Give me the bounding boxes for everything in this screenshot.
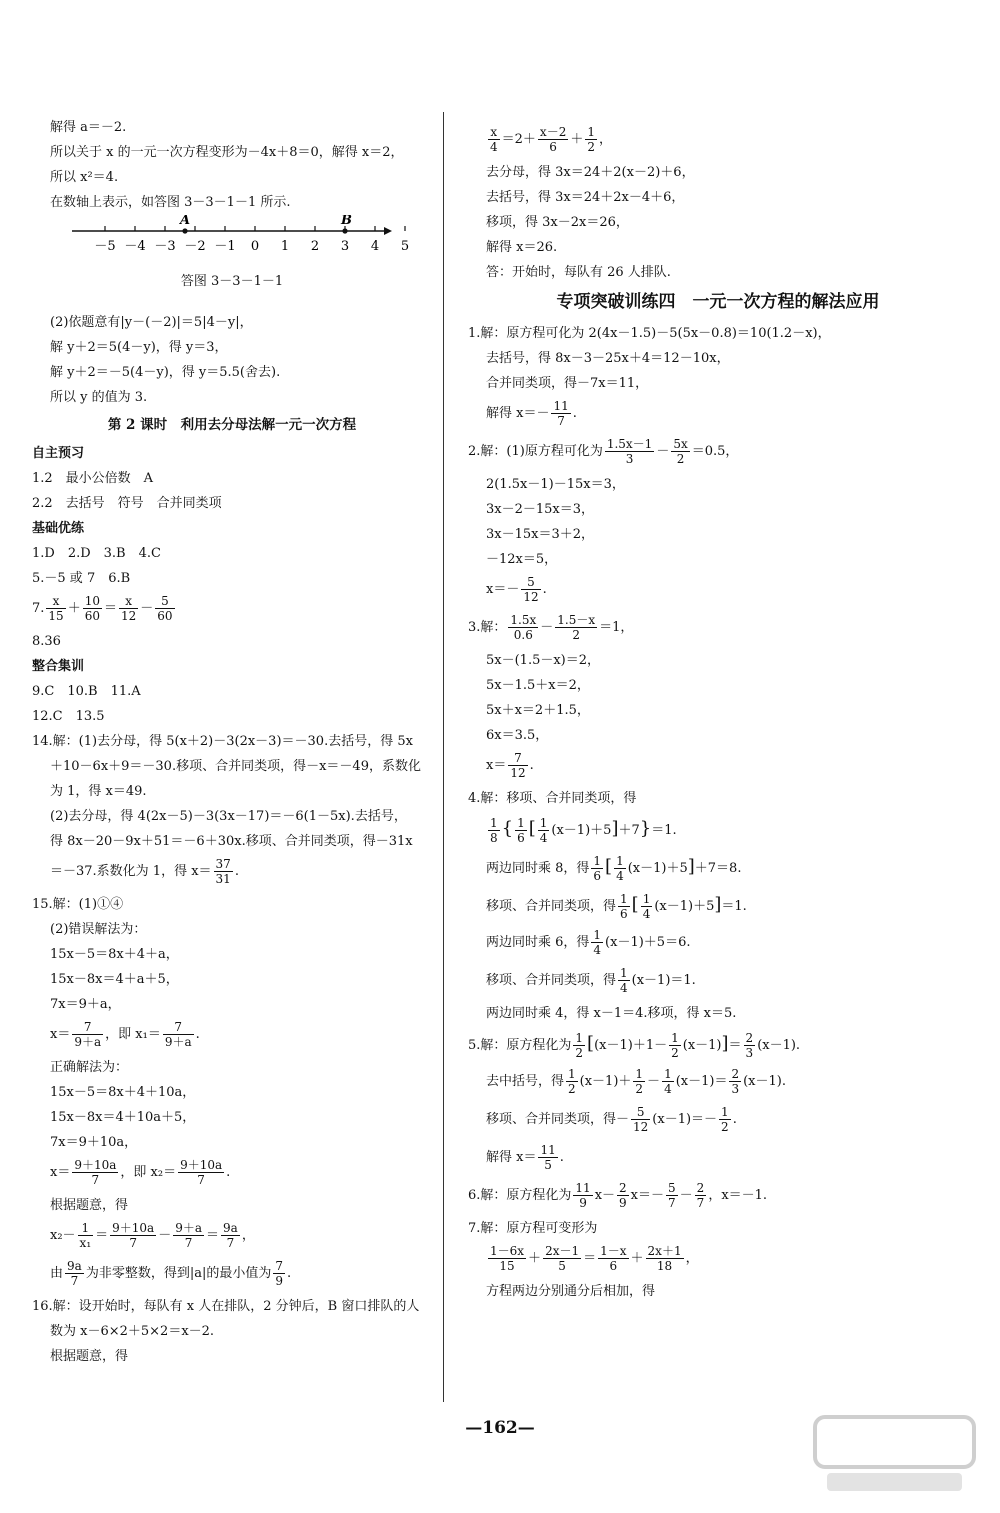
solution-line: 15.解：(1)①④ [32, 897, 124, 912]
solution-line: $\frac{x}{4}$ ＝2＋ $\frac{x-2}{6}$ ＋ $\frac{1}{2}$ ， [490, 125, 612, 154]
solution-line: 15x－8x＝4＋a＋5， [50, 972, 179, 987]
solution-line: 2(1.5x－1)－15x＝3， [486, 477, 625, 492]
axis-tick-label: －2 [184, 239, 206, 254]
text-line: 解 y＋2＝－5(4－y)，得 y＝5.5(舍去). [50, 365, 281, 380]
solution-line: 7.解：原方程可变形为 [468, 1221, 598, 1236]
solution-line: 5.解：原方程化为 $\frac{1}{2}$ [(x－1)＋1－ $\frac{1}{2}$ (x－1)]＝ $\frac{2}{3}$ (x－1). [468, 1031, 801, 1060]
axis-tick-label: －4 [124, 239, 146, 254]
lesson-title: 第 2 课时 利用去分母法解一元一次方程 [107, 417, 357, 433]
solution-line: 16.解：设开始时，每队有 x 人在排队，2 分钟后，B 窗口排队的人 [32, 1299, 420, 1314]
solution-line: 15x－8x＝4＋10a＋5， [50, 1110, 196, 1125]
solution-line: 合并同类项，得－7x＝11， [486, 376, 649, 391]
solution-line: 3.解： $\frac{1.5x}{0.6}$ － $\frac{1.5-x}{2}$ ＝1， [468, 613, 634, 642]
solution-line: $\frac{1-6x}{15}$ ＋ $\frac{2x-1}{5}$ ＝ $\frac{1-x}{6}$ ＋ $\frac{2x+1}{18}$ ， [490, 1244, 699, 1273]
solution-line: 解得 x＝26. [486, 240, 558, 255]
solution-line: 3x－15x＝3＋2， [486, 527, 595, 542]
figure-caption: 答图 3－3－1－1 [180, 274, 284, 289]
axis-tick-label: －5 [94, 239, 116, 254]
point-b-label: B [341, 215, 352, 228]
solution-line: －12x＝5， [486, 552, 558, 567]
axis-tick-label: －1 [214, 239, 236, 254]
solution-line: 移项、合并同类项，得 $\frac{1}{4}$ (x－1)＝1. [486, 966, 696, 995]
solution-line: 两边同时乘 4，得 x－1＝4.移项，得 x＝5. [486, 1006, 737, 1021]
point-a-dot [182, 228, 187, 233]
solution-line: 5x－1.5＋x＝2， [486, 678, 590, 693]
axis-tick-label: 5 [400, 239, 410, 254]
solution-line: 根据题意，得 [50, 1198, 129, 1213]
solution-line: 3x－2－15x＝3， [486, 502, 595, 517]
point-a-label: A [180, 215, 191, 228]
solution-line: ＋10－6x＋9＝－30.移项、合并同类项，得－x＝－49，系数化 [50, 759, 421, 774]
section-heading: 基础优练 [32, 521, 85, 536]
text-line: 所以 y 的值为 3. [50, 390, 148, 405]
axis-ticks [94, 226, 409, 254]
text-line: (2)依题意有|y－(－2)|＝5|4－y|， [50, 315, 253, 330]
answer-line: 1.2 最小公倍数 A [32, 471, 154, 486]
solution-line: 7x＝9＋10a， [50, 1135, 138, 1150]
solution-line: 解得 x＝ $\frac{11}{5}$ . [486, 1143, 564, 1172]
solution-line: 为 1，得 x＝49. [50, 784, 147, 799]
solution-line: 移项、合并同类项，得 $\frac{1}{6}$ [ $\frac{1}{4}$ (x－1)＋5]＝1. [486, 892, 747, 921]
axis-tick-label: 2 [310, 239, 320, 254]
solution-line: 7x＝9＋a， [50, 997, 121, 1012]
answer-line: 5.－5 或 7 6.B [32, 571, 131, 586]
solution-line: ＝－37.系数化为 1，得 x＝ $\frac{37}{31}$ . [50, 857, 239, 886]
axis-tick-label: －3 [154, 239, 176, 254]
solution-line: 5x－(1.5－x)＝2， [486, 653, 601, 668]
solution-line: 去括号，得 3x＝24＋2x－4＋6， [486, 190, 685, 205]
solution-line: 2.解：(1)原方程可化为 $\frac{1.5x-1}{3}$ － $\frac{5x}{2}$ ＝0.5， [468, 437, 739, 466]
solution-line: 15x－5＝8x＋4＋10a， [50, 1085, 196, 1100]
solution-line: 方程两边分别通分后相加，得 [486, 1284, 656, 1299]
solution-line: x₂－ $\frac{1}{\text{x₁}}$ ＝ $\frac{9+10a}{7}$ － $\frac{9+a}{7}$ ＝ $\frac{9a}{7}$ ， [50, 1221, 255, 1250]
solution-line: 由 $\frac{9a}{7}$ 为非零整数，得到|a|的最小值为 $\frac{7}{9}$ . [50, 1259, 292, 1288]
solution-line: x＝－ $\frac{5}{12}$ . [486, 575, 547, 604]
section-title: 专项突破训练四 一元一次方程的解法应用 [556, 292, 880, 312]
solution-line: 去括号，得 8x－3－25x＋4＝12－10x， [486, 351, 730, 366]
section-heading: 整合集训 [32, 659, 85, 674]
solution-line: 6x＝3.5， [486, 728, 549, 743]
solution-line: 得 8x－20－9x＋51＝－6＋30x.移项、合并同类项，得－31x [50, 834, 413, 849]
text-line: 所以关于 x 的一元一次方程变形为－4x＋8＝0，解得 x＝2， [50, 145, 404, 160]
axis-tick-label: 4 [370, 239, 380, 254]
solution-line: 解得 x＝－ $\frac{11}{7}$ . [486, 399, 577, 428]
watermark-logo-icon [807, 1409, 982, 1499]
solution-line: 移项、合并同类项，得－ $\frac{5}{12}$ (x－1)＝－ $\frac{1}{2}$ . [486, 1105, 737, 1134]
solution-line: (2)错误解法为： [50, 922, 147, 937]
answer-line: 9.C 10.B 11.A [32, 684, 141, 699]
solution-line: 14.解：(1)去分母，得 5(x＋2)－3(2x－3)＝－30.去括号，得 5x [32, 734, 413, 749]
solution-line: 4.解：移项、合并同类项，得 [468, 791, 637, 806]
solution-line: 去中括号，得 $\frac{1}{2}$ (x－1)＋ $\frac{1}{2}$ － $\frac{1}{4}$ (x－1)＝ $\frac{2}{3}$ (x－1). [486, 1067, 786, 1096]
answer-line: 2.2 去括号 符号 合并同类项 [32, 496, 222, 511]
solution-line: 两边同时乘 6，得 $\frac{1}{4}$ (x－1)＋5＝6. [486, 928, 691, 957]
solution-line: x＝ $\frac{9+10a}{7}$ ，即 x₂＝ $\frac{9+10a}{7}$ . [50, 1158, 231, 1187]
point-b-dot [342, 228, 347, 233]
solution-line: 1.解：原方程可化为 2(4x－1.5)－5(5x－0.8)＝10(1.2－x)， [468, 326, 831, 341]
solution-line: 6.解：原方程化为 $\frac{11}{9}$ x－ $\frac{2}{9}$ x＝－ $\frac{5}{7}$ － $\frac{2}{7}$ ，x＝－1. [468, 1181, 768, 1210]
column-divider [443, 112, 444, 1402]
text-line: 解 y＋2＝5(4－y)，得 y＝3， [50, 340, 228, 355]
answer-line: 1.D 2.D 3.B 4.C [32, 546, 161, 561]
page-number: —162— [465, 1418, 535, 1438]
axis-tick-label: 3 [340, 239, 350, 254]
solution-line: 15x－5＝8x＋4＋a， [50, 947, 179, 962]
solution-line: 正确解法为： [50, 1060, 129, 1075]
text-line: 在数轴上表示，如答图 3－3－1－1 所示. [50, 195, 291, 210]
number-line-svg [32, 215, 432, 267]
axis-tick-label: 1 [280, 239, 290, 254]
solution-line: 移项，得 3x－2x＝26， [486, 215, 629, 230]
text-line: 所以 x²＝4. [50, 170, 119, 185]
answer-line: 8.36 [32, 634, 61, 649]
solution-line: 根据题意，得 [50, 1349, 129, 1364]
solution-line: x＝ $\frac{7}{9+a}$ ，即 x₁＝ $\frac{7}{9+a}$ . [50, 1020, 200, 1049]
number-line-figure [32, 215, 432, 267]
axis-arrow [384, 227, 392, 235]
solution-line: 答：开始时，每队有 26 人排队. [486, 265, 671, 280]
solution-line: 两边同时乘 8，得 $\frac{1}{6}$ [ $\frac{1}{4}$ (x－1)＋5]＋7＝8. [486, 854, 742, 883]
left-column [32, 115, 432, 1369]
solution-line: $\frac{1}{8}$ { $\frac{1}{6}$ [ $\frac{1}{4}$ (x－1)＋5]＋7}＝1. [490, 816, 677, 845]
answer-line-7: 7. $\frac{x}{15}$ ＋ $\frac{10}{60}$ ＝ $\frac{x}{12}$ － $\frac{5}{60}$ [32, 594, 173, 623]
solution-line: (2)去分母，得 4(2x－5)－3(3x－17)＝－6(1－5x).去括号， [50, 809, 407, 824]
solution-line: 5x＋x＝2＋1.5， [486, 703, 590, 718]
answer-line: 12.C 13.5 [32, 709, 105, 724]
axis-tick-label: 0 [250, 239, 260, 254]
right-column [468, 122, 968, 1304]
solution-line: 数为 x－6×2＋5×2＝x－2. [50, 1324, 215, 1339]
solution-line: 去分母，得 3x＝24＋2(x－2)＋6， [486, 165, 695, 180]
text-line: 解得 a＝－2. [50, 120, 127, 135]
section-heading: 自主预习 [32, 446, 85, 461]
solution-line: x＝ $\frac{7}{12}$ . [486, 751, 534, 780]
